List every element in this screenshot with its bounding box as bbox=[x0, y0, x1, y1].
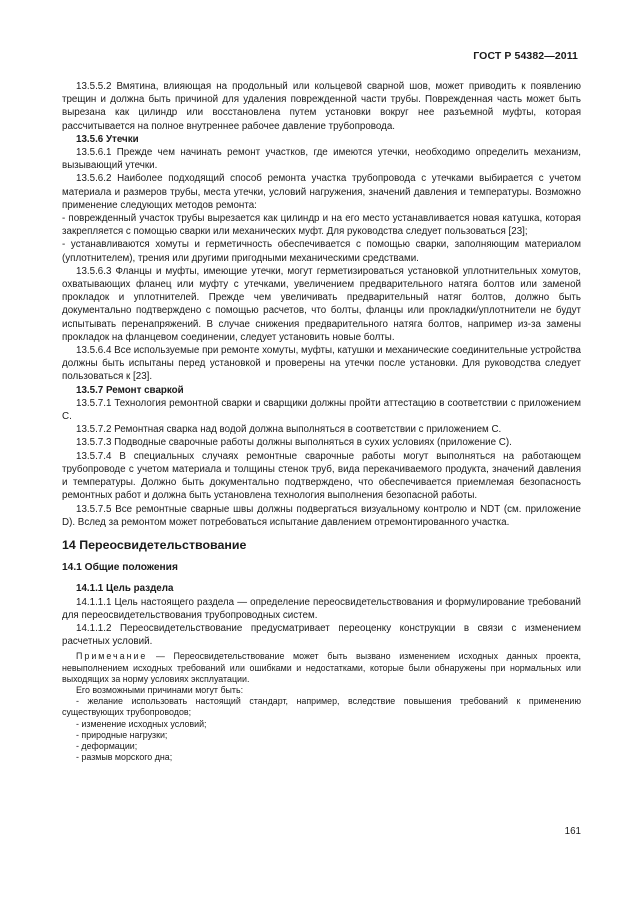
list-item-dash-2: - устанавливаются хомуты и герметичность обеспечивается с помощью сварки, заполняющим материалом (уплотнителем), трения или другими пригодными механическими средствами. bbox=[62, 239, 581, 264]
paragraph-13-5-7-4: 13.5.7.4 В специальных случаях ремонтные сварочные работы могут выполняться на работающем трубопроводе с учетом материала и толщины стенок труб, вида перекачиваемого продукта, значений давления и температуры. Должно быть документально подтверждено, что обеспечивается приемлемая безопасность ремонтных работ и должна быть установлена технология выполнения безопасной работы. bbox=[62, 450, 581, 502]
note-list-item: - желание использовать настоящий стандарт, например, вследствие повышения требований к применению существующих трубопроводов; bbox=[62, 696, 581, 718]
paragraph-13-5-5-2: 13.5.5.2 Вмятина, влияющая на продольный или кольцевой сварной шов, может приводить к появлению трещин и должна быть причиной для удаления поврежденной части трубы. Поврежденная часть может быть вырезана как цилиндр или восстановлена путем установки вокруг нее разъемной муфты, которая рассчитывается на полное внутреннее рабочее давление трубопровода. bbox=[62, 81, 581, 132]
document-body bbox=[62, 80, 581, 763]
note-list-item: - размыв морского дна; bbox=[76, 752, 173, 763]
section-heading-14: 14 Переосвидетельствование bbox=[62, 537, 247, 552]
note-list-item: - изменение исходных условий; bbox=[76, 718, 207, 729]
heading-14-1-1: 14.1.1 Цель раздела bbox=[76, 583, 174, 595]
paragraph-13-5-6-1: 13.5.6.1 Прежде чем начинать ремонт участков, где имеются утечки, необходимо определить механизм, вызывающий утечки. bbox=[62, 147, 581, 172]
paragraph-14-1-1-2: 14.1.1.2 Переосвидетельствование предусматривает переоценку конструкции в связи с изменением расчетных условий. bbox=[62, 622, 581, 648]
paragraph-13-5-6-3: 13.5.6.3 Фланцы и муфты, имеющие утечки, могут герметизироваться установкой уплотнительных хомутов, охватывающих фланец или муфту с утечками, увеличением предварительного натяга болтов или заменой прокладок и уплотнителей. Прежде чем увеличивать предварительный натяг болтов, должно быть документально подтверждено с помощью расчетов, что болты, фланцы или прокладки/уплотнители не будут испытывать перенапряжений. В случае снижения предварительного натяга болтов, например из-за замены прокладок на фланцевом соединении, следует установить новые болты. bbox=[62, 265, 581, 343]
list-item-dash-1: - поврежденный участок трубы вырезается как цилиндр и на его место устанавливается новая катушка, которая закрепляется с помощью сварки или механических муфт. Для руководства следует пользоваться [23]; bbox=[62, 213, 581, 238]
paragraph-13-5-7-2: 13.5.7.2 Ремонтная сварка над водой должна выполняться в соответствии с приложением С. bbox=[76, 424, 502, 436]
note-list-item: - деформации; bbox=[76, 740, 138, 751]
paragraph-14-1-1-1: 14.1.1.1 Цель настоящего раздела — определение переосвидетельствования и формулирование требований для переосвидетельствования трубопроводных систем. bbox=[62, 596, 581, 621]
note-text: — Переосвидетельствование может быть вызвано изменением исходных данных проекта, невыполнением исходных требований или ошибками и недостатками, которые были обнаружены при нормальных или выходящих за норму условиях эксплуатации. bbox=[62, 651, 581, 684]
subsection-heading-14-1: 14.1 Общие положения bbox=[62, 562, 178, 574]
heading-13-5-6: 13.5.6 Утечки bbox=[76, 133, 139, 145]
paragraph-13-5-7-3: 13.5.7.3 Подводные сварочные работы должны выполняться в сухих условиях (приложение С). bbox=[76, 437, 512, 449]
paragraph-13-5-6-2: 13.5.6.2 Наиболее подходящий способ ремонта участка трубопровода с утечками выбирается с учетом материала и размеров трубы, места утечки, условий нагружения, значений давления и температуры. Возможно применение следующих методов ремонта: bbox=[62, 173, 581, 211]
note-intro: Его возможными причинами могут быть: bbox=[76, 684, 244, 695]
note-list-item: - природные нагрузки; bbox=[76, 729, 168, 740]
note-block bbox=[62, 651, 581, 763]
note-label: Примечание bbox=[76, 651, 148, 662]
page-number: 161 bbox=[564, 826, 581, 837]
document-id-header: ГОСТ Р 54382—2011 bbox=[473, 50, 578, 62]
paragraph-13-5-7-1: 13.5.7.1 Технология ремонтной сварки и сварщики должны пройти аттестацию в соответствии с приложением С. bbox=[62, 397, 581, 423]
heading-13-5-7: 13.5.7 Ремонт сваркой bbox=[76, 384, 184, 396]
paragraph-13-5-7-5: 13.5.7.5 Все ремонтные сварные швы должны подвергаться визуальному контролю и NDT (см. приложение D). Вслед за ремонтом может потребоваться испытание давлением отремонтированного участка. bbox=[62, 503, 581, 528]
paragraph-13-5-6-4: 13.5.6.4 Все используемые при ремонте хомуты, муфты, катушки и механические соединительные устройства должны быть испытаны перед установкой и проверены на утечки после установки. Для руководства следует пользоваться к [23]. bbox=[62, 345, 581, 383]
note-paragraph bbox=[62, 651, 581, 685]
